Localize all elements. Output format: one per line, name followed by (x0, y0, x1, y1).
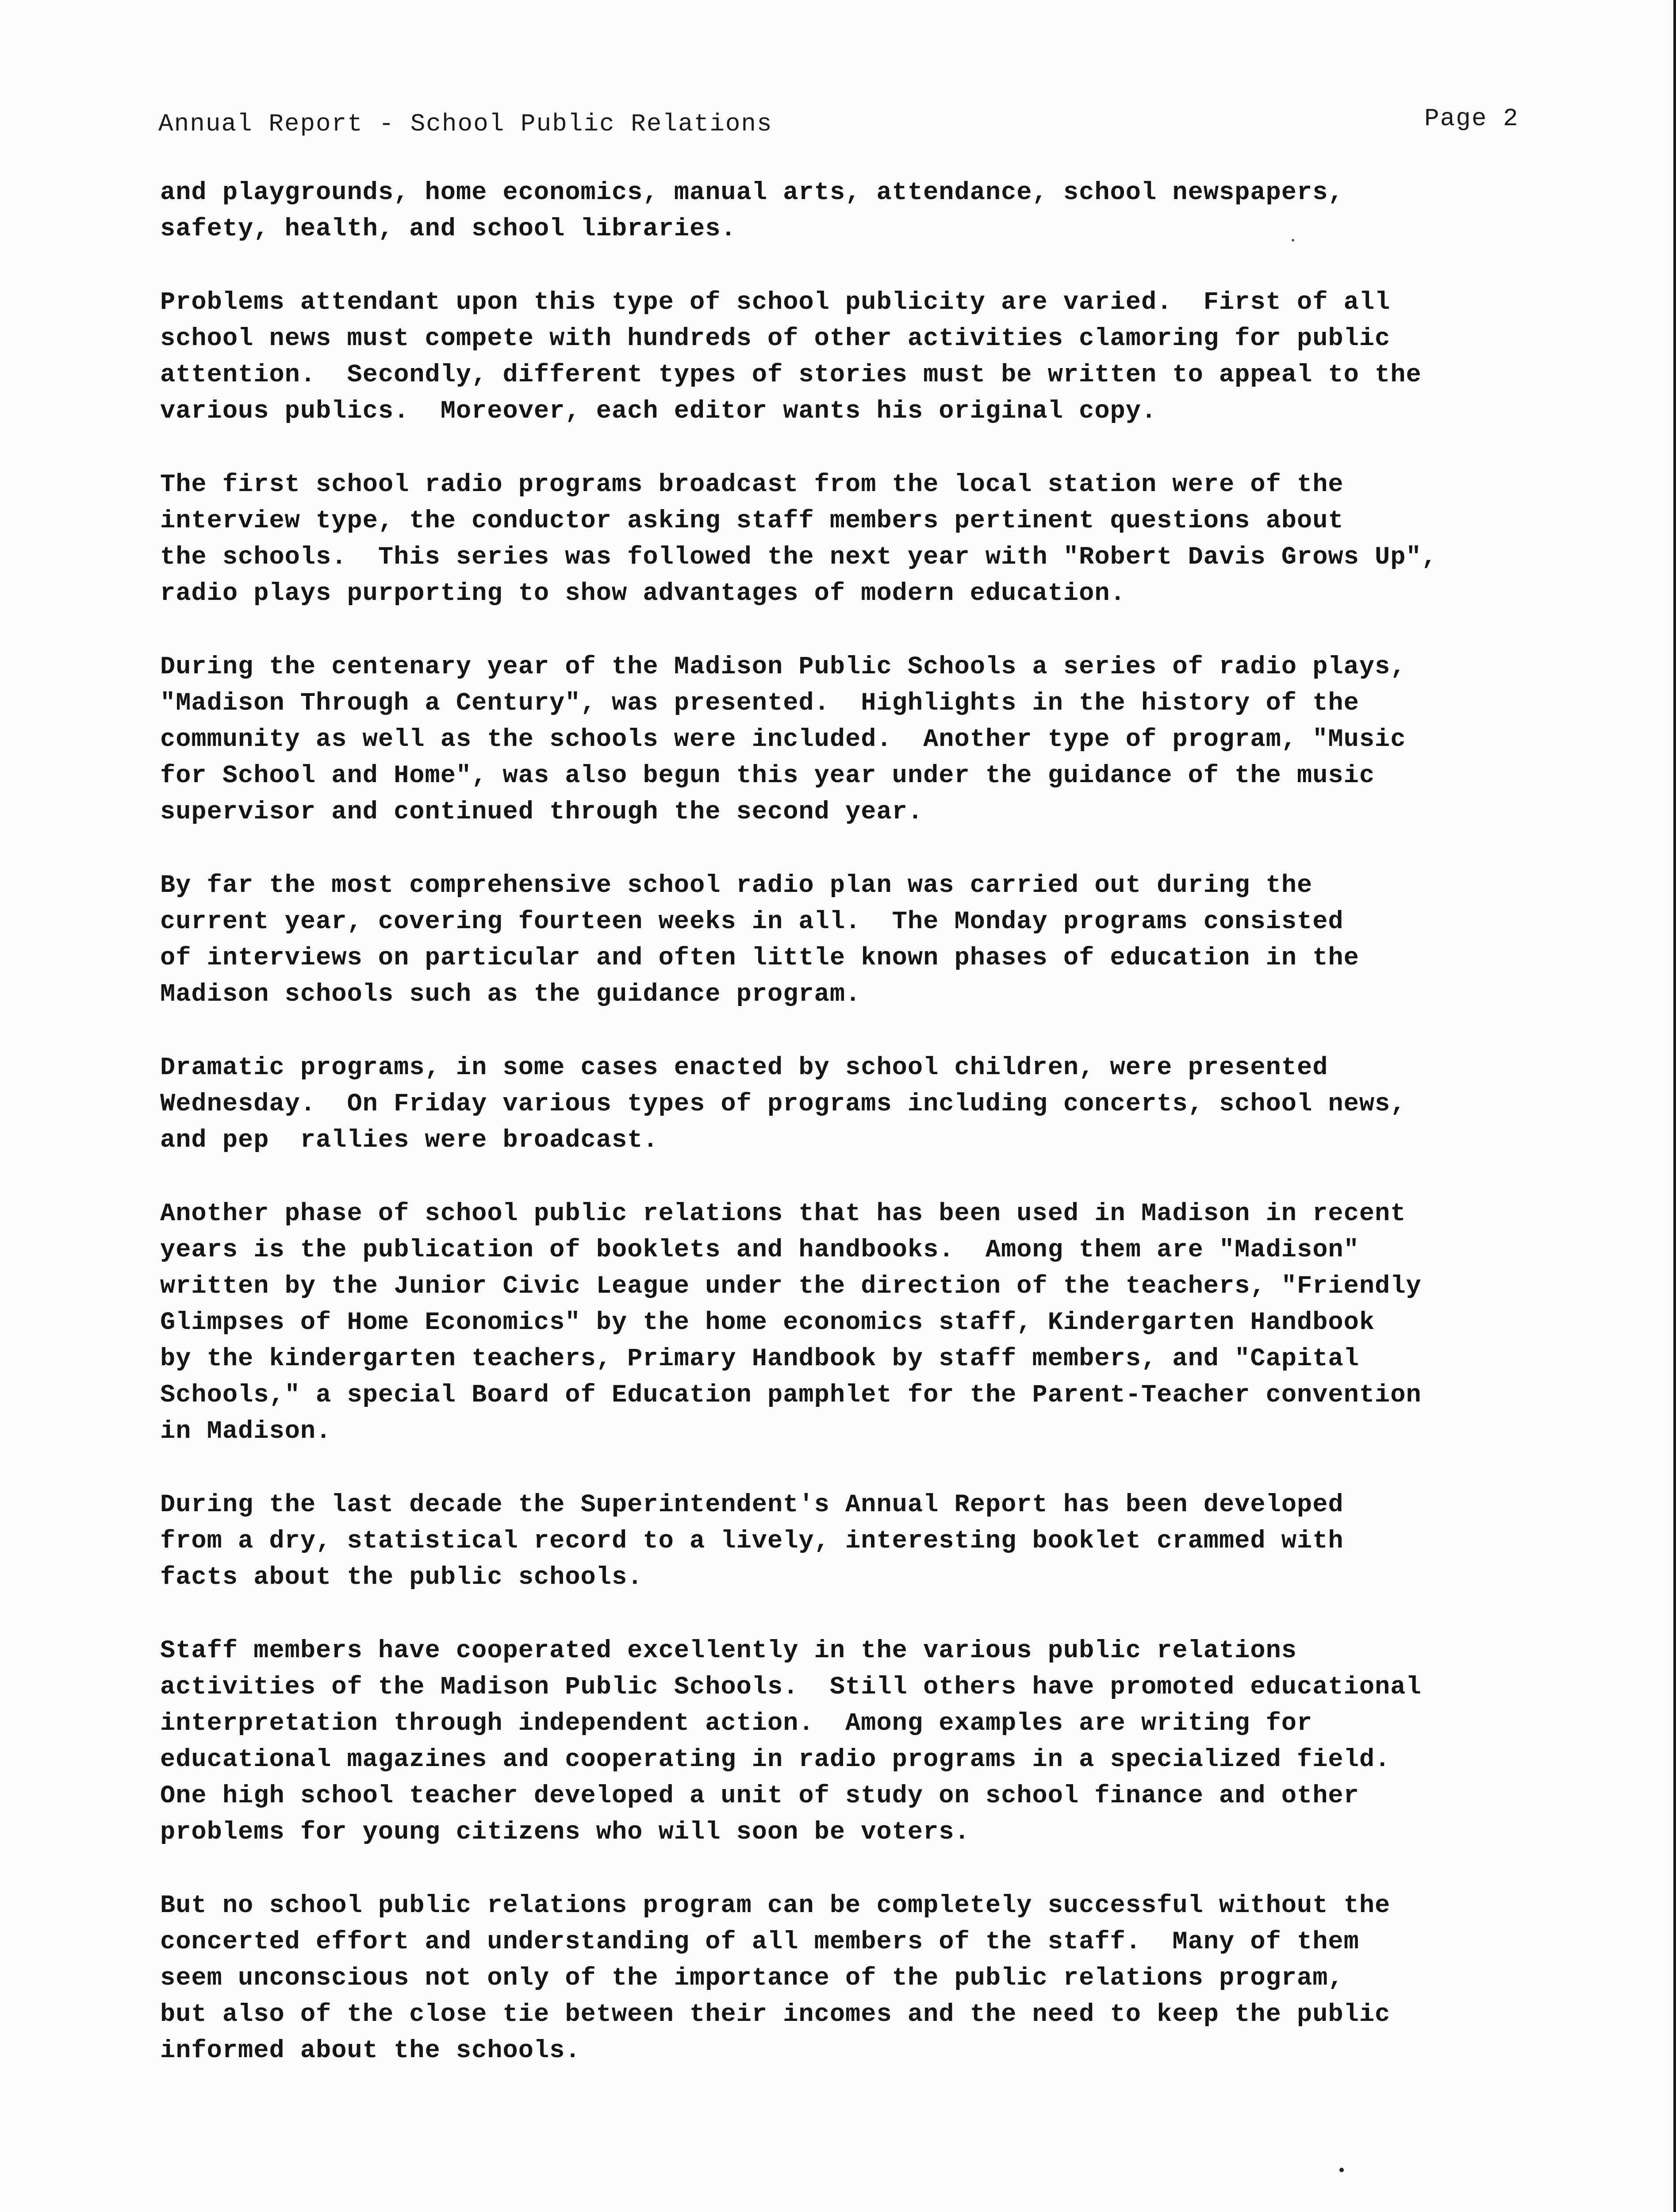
text-line: attention. Secondly, different types of stories must be written to appeal to the (160, 361, 1422, 389)
text-line: But no school public relations program can be completely successful without the (160, 1892, 1391, 1920)
text-line: various publics. Moreover, each editor wants his original copy. (160, 397, 1157, 426)
text-line: of interviews on particular and often little known phases of education in the (160, 944, 1359, 972)
text-line: but also of the close tie between their incomes and the need to keep the public (160, 2001, 1391, 2029)
text-line: Wednesday. On Friday various types of programs including concerts, school news, (160, 1090, 1406, 1118)
paragraph (160, 467, 1602, 612)
text-line: facts about the public schools. (160, 1563, 643, 1592)
text-line: safety, health, and school libraries. (160, 215, 736, 243)
text-line: seem unconscious not only of the importance of the public relations program, (160, 1964, 1344, 1993)
text-line: Dramatic programs, in some cases enacted by school children, were presented (160, 1054, 1328, 1082)
paragraph (160, 1487, 1602, 1596)
document-body (160, 175, 1602, 2106)
text-line: interview type, the conductor asking staff members pertinent questions about (160, 507, 1344, 535)
text-line: Another phase of school public relations that has been used in Madison in recent (160, 1200, 1406, 1228)
paragraph (160, 1633, 1602, 1851)
text-line: Staff members have cooperated excellently in the various public relations (160, 1637, 1297, 1665)
page-number: Page 2 (1424, 104, 1519, 133)
stray-mark (1339, 2168, 1344, 2172)
text-line: from a dry, statistical record to a lively, interesting booklet crammed with (160, 1527, 1344, 1555)
text-line: in Madison. (160, 1417, 332, 1446)
stray-mark (1292, 239, 1294, 242)
text-line: During the centenary year of the Madison Public Schools a series of radio plays, (160, 653, 1406, 681)
text-line: concerted effort and understanding of all members of the staff. Many of them (160, 1928, 1359, 1956)
paragraph (160, 175, 1602, 247)
text-line: written by the Junior Civic League under the direction of the teachers, "Friendly (160, 1272, 1422, 1301)
text-line: informed about the schools. (160, 2037, 581, 2065)
text-line: and pep rallies were broadcast. (160, 1126, 659, 1155)
text-line: supervisor and continued through the second year. (160, 798, 924, 826)
text-line: One high school teacher developed a unit of study on school finance and other (160, 1782, 1359, 1810)
text-line: Glimpses of Home Economics" by the home economics staff, Kindergarten Handbook (160, 1309, 1375, 1337)
text-line: interpretation through independent action. Among examples are writing for (160, 1709, 1313, 1738)
text-line: Schools," a special Board of Education pamphlet for the Parent-Teacher convention (160, 1381, 1422, 1409)
text-line: community as well as the schools were included. Another type of program, "Music (160, 726, 1406, 754)
paragraph (160, 649, 1602, 830)
text-line: By far the most comprehensive school radio plan was carried out during the (160, 872, 1313, 900)
paragraph (160, 284, 1602, 430)
text-line: Madison schools such as the guidance program. (160, 980, 861, 1009)
text-line: by the kindergarten teachers, Primary Handbook by staff members, and "Capital (160, 1345, 1359, 1373)
text-line: problems for young citizens who will soon be voters. (160, 1818, 970, 1847)
text-line: activities of the Madison Public Schools. Still others have promoted educational (160, 1673, 1422, 1701)
paragraph (160, 1196, 1602, 1450)
paragraph (160, 1888, 1602, 2069)
text-line: and playgrounds, home economics, manual arts, attendance, school newspapers, (160, 179, 1344, 207)
text-line: "Madison Through a Century", was presented. Highlights in the history of the (160, 689, 1359, 718)
text-line: current year, covering fourteen weeks in all. The Monday programs consisted (160, 908, 1344, 936)
text-line: years is the publication of booklets and handbooks. Among them are "Madison" (160, 1236, 1359, 1264)
text-line: school news must compete with hundreds of other activities clamoring for public (160, 325, 1391, 353)
paragraph (160, 1050, 1602, 1159)
text-line: educational magazines and cooperating in radio programs in a specialized field. (160, 1746, 1391, 1774)
text-line: During the last decade the Superintendent's Annual Report has been developed (160, 1491, 1344, 1519)
page-header-title: Annual Report - School Public Relations (158, 110, 773, 138)
text-line: radio plays purporting to show advantages of modern education. (160, 580, 1126, 608)
text-line: for School and Home", was also begun this year under the guidance of the music (160, 762, 1375, 790)
paragraph (160, 868, 1602, 1013)
text-line: the schools. This series was followed the next year with "Robert Davis Grows Up", (160, 543, 1437, 572)
text-line: Problems attendant upon this type of school publicity are varied. First of all (160, 288, 1391, 317)
text-line: The first school radio programs broadcast from the local station were of the (160, 471, 1344, 499)
